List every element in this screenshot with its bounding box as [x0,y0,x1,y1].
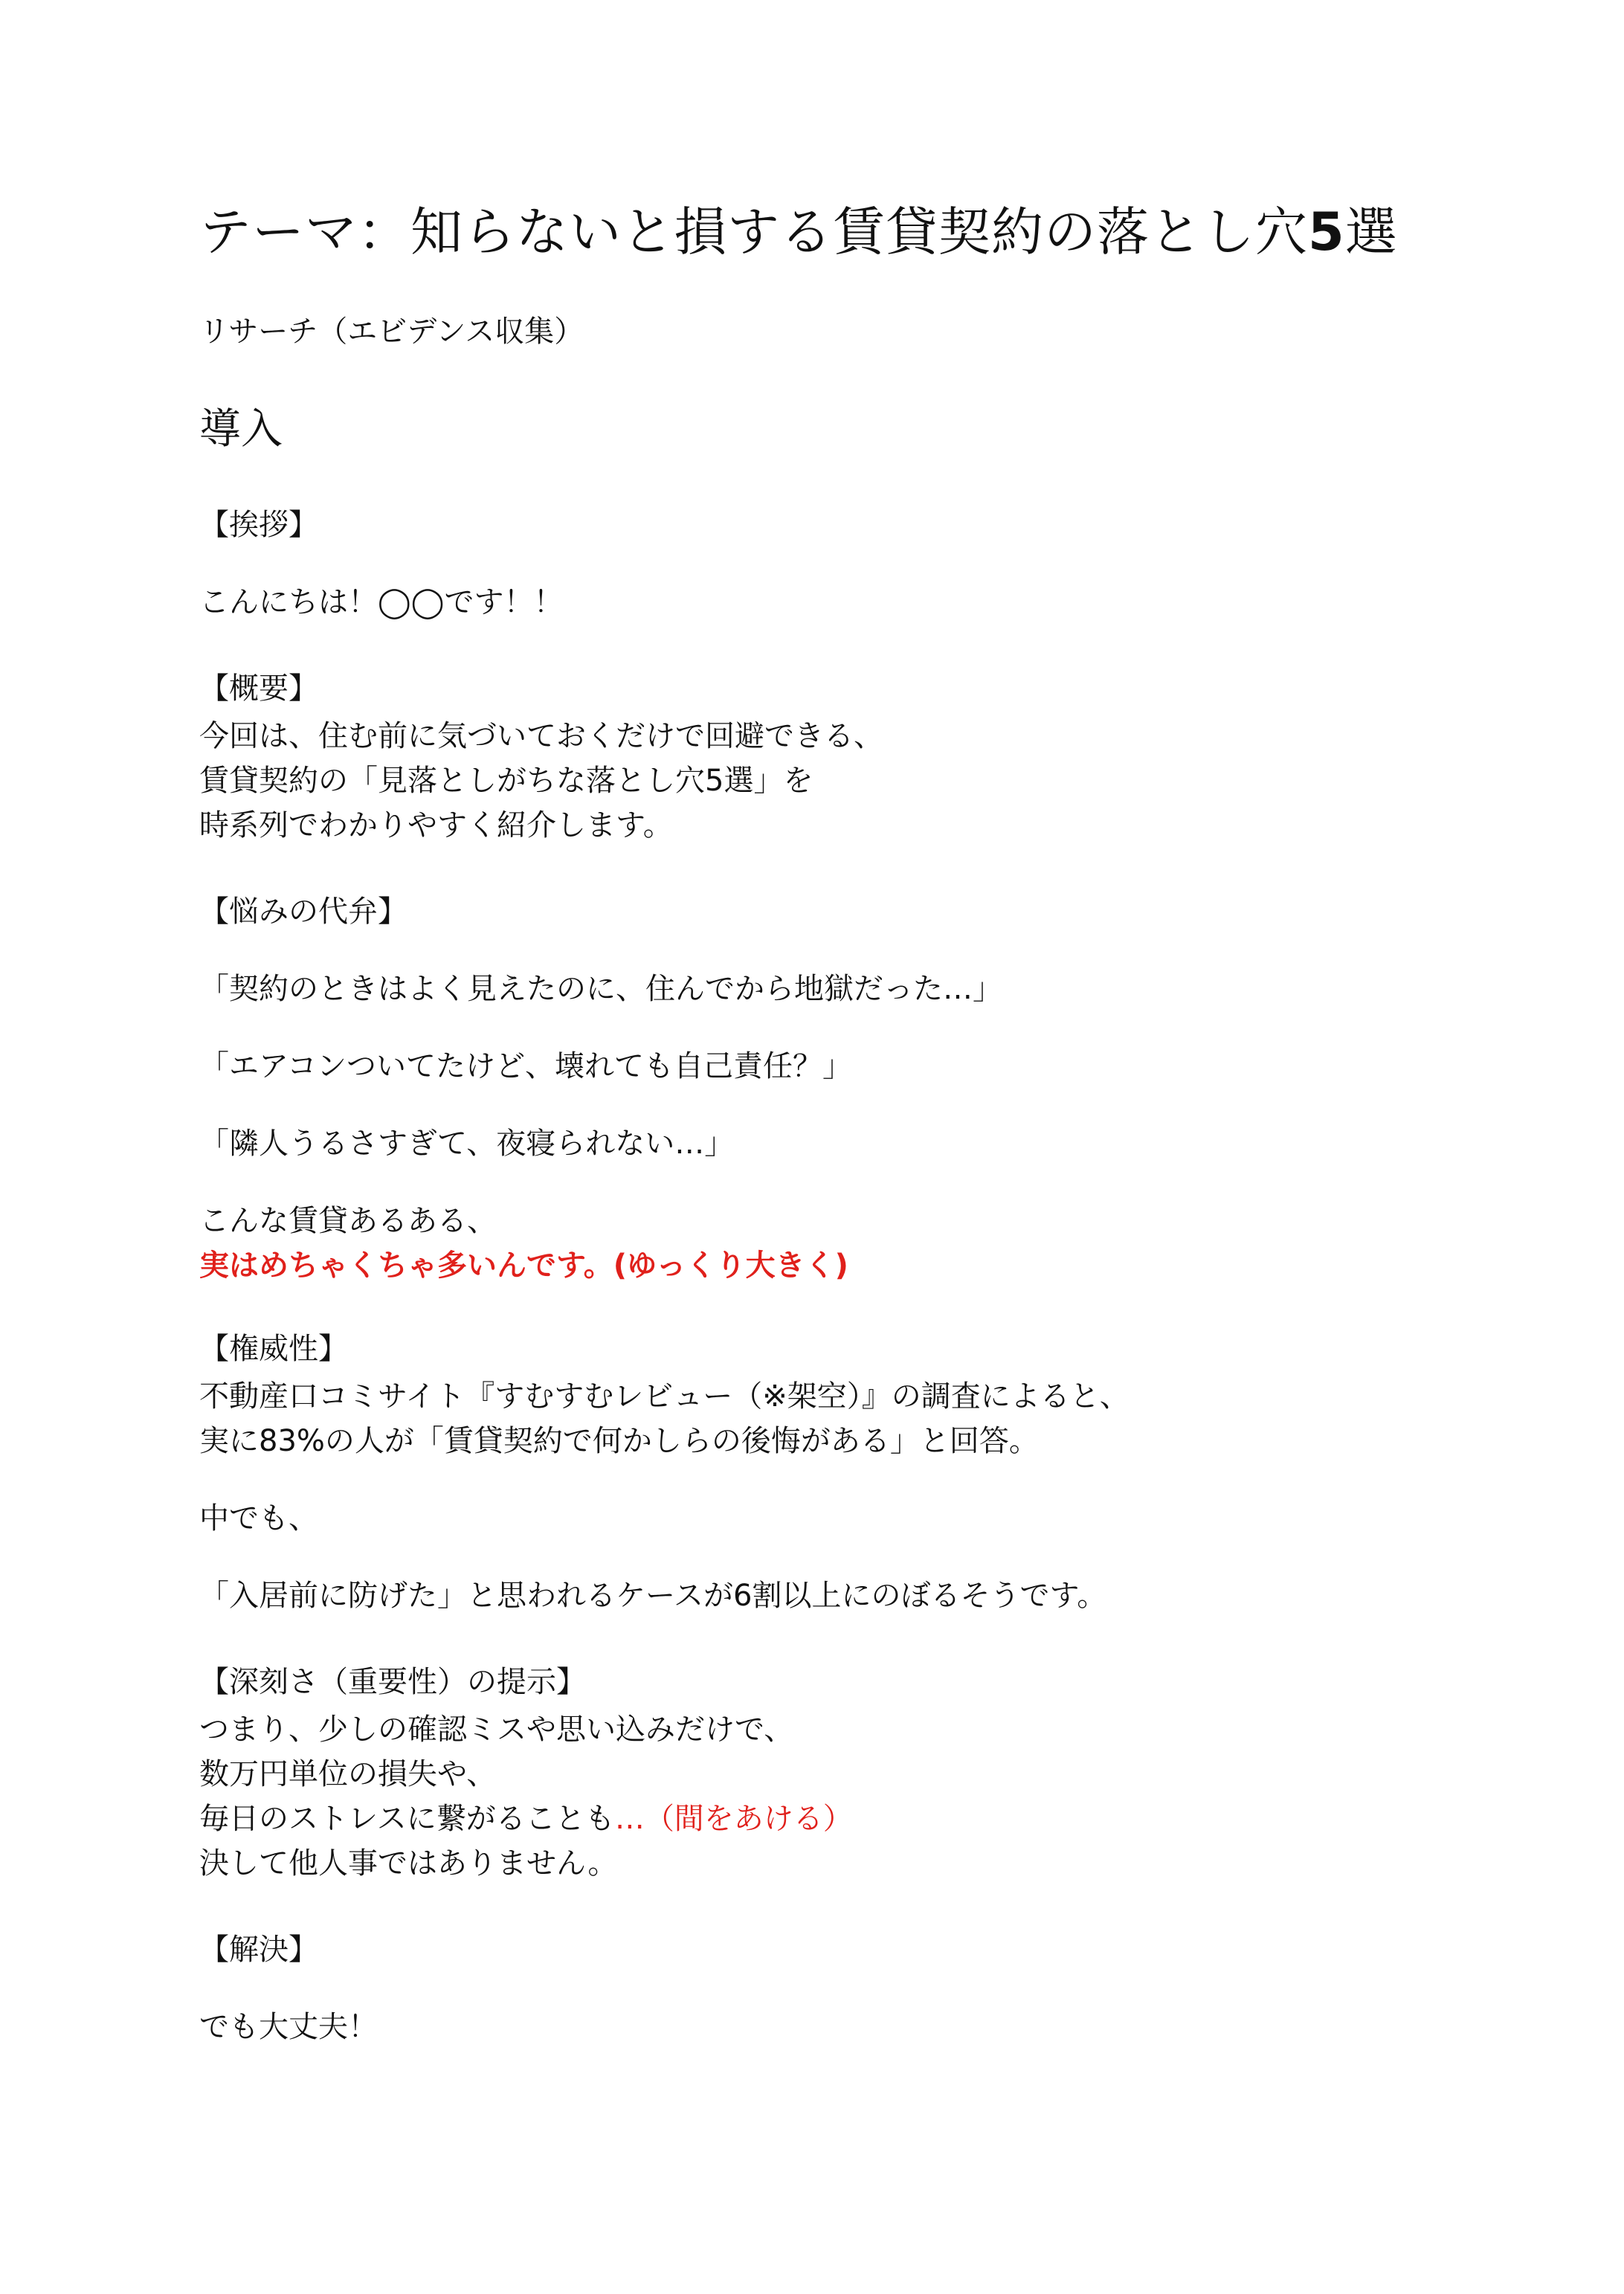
worries-quote-2: 「エアコンついてたけど、壊れても自己責任？」 [199,1049,852,1083]
authority-line-3: 中でも、 [199,1501,318,1536]
overview-line-1: 今回は、住む前に気づいておくだけで回避できる、 [199,719,883,753]
overview-line-2: 賃貸契約の「見落としがちな落とし穴5選」を [199,764,813,798]
title-end: 選 [1344,202,1398,262]
worries-heading: 【悩みの代弁】 [199,895,407,929]
overview-line-3: 時系列でわかりやすく紹介します。 [199,808,673,842]
title-number: 5 [1308,202,1345,262]
authority-heading: 【権威性】 [199,1332,348,1366]
severity-line-4: 決して他人事ではありません。 [199,1846,618,1881]
solution-text: でも大丈夫！ [199,2010,378,2044]
title-main: テーマ：知らないと損する賃貸契約の落とし穴 [199,202,1308,262]
greeting-text: こんにちは！◯◯です！！ [199,585,564,619]
severity-line-3-text: 毎日のストレスに繋がることも [199,1802,615,1836]
authority-line-4: 「入居前に防げた」と思われるケースが6割以上にのぼるそうです。 [199,1579,1107,1613]
worries-line-2-emphasis: 実はめちゃくちゃ多いんです。(ゆっくり大きく) [199,1249,848,1283]
severity-heading: 【深刻さ（重要性）の提示】 [199,1665,586,1699]
section-heading-intro: 導入 [199,405,283,454]
document-title [199,195,1398,269]
worries-quote-1: 「契約のときはよく見えたのに、住んでから地獄だった…」 [199,972,1002,1006]
overview-heading: 【概要】 [199,671,318,706]
authority-line-2: 実に83%の人が「賃貸契約で何かしらの後悔がある」と回答。 [199,1424,1039,1458]
severity-line-2: 数万円単位の損失や、 [199,1757,497,1791]
severity-line-3-note: …（間をあける） [614,1802,853,1836]
solution-heading: 【解決】 [199,1933,318,1967]
worries-quote-3: 「隣人うるさすぎて、夜寝られない…」 [199,1127,735,1161]
worries-line-1: こんな賃貸あるある、 [199,1204,497,1238]
severity-line-3 [199,1797,853,1841]
greeting-heading: 【挨拶】 [199,508,318,542]
severity-line-1: つまり、少しの確認ミスや思い込みだけで、 [199,1713,794,1747]
subtitle: リサーチ（エビデンス収集） [199,315,584,349]
authority-line-1: 不動産口コミサイト『すむすむレビュー（※架空）』の調査によると、 [199,1379,1130,1414]
